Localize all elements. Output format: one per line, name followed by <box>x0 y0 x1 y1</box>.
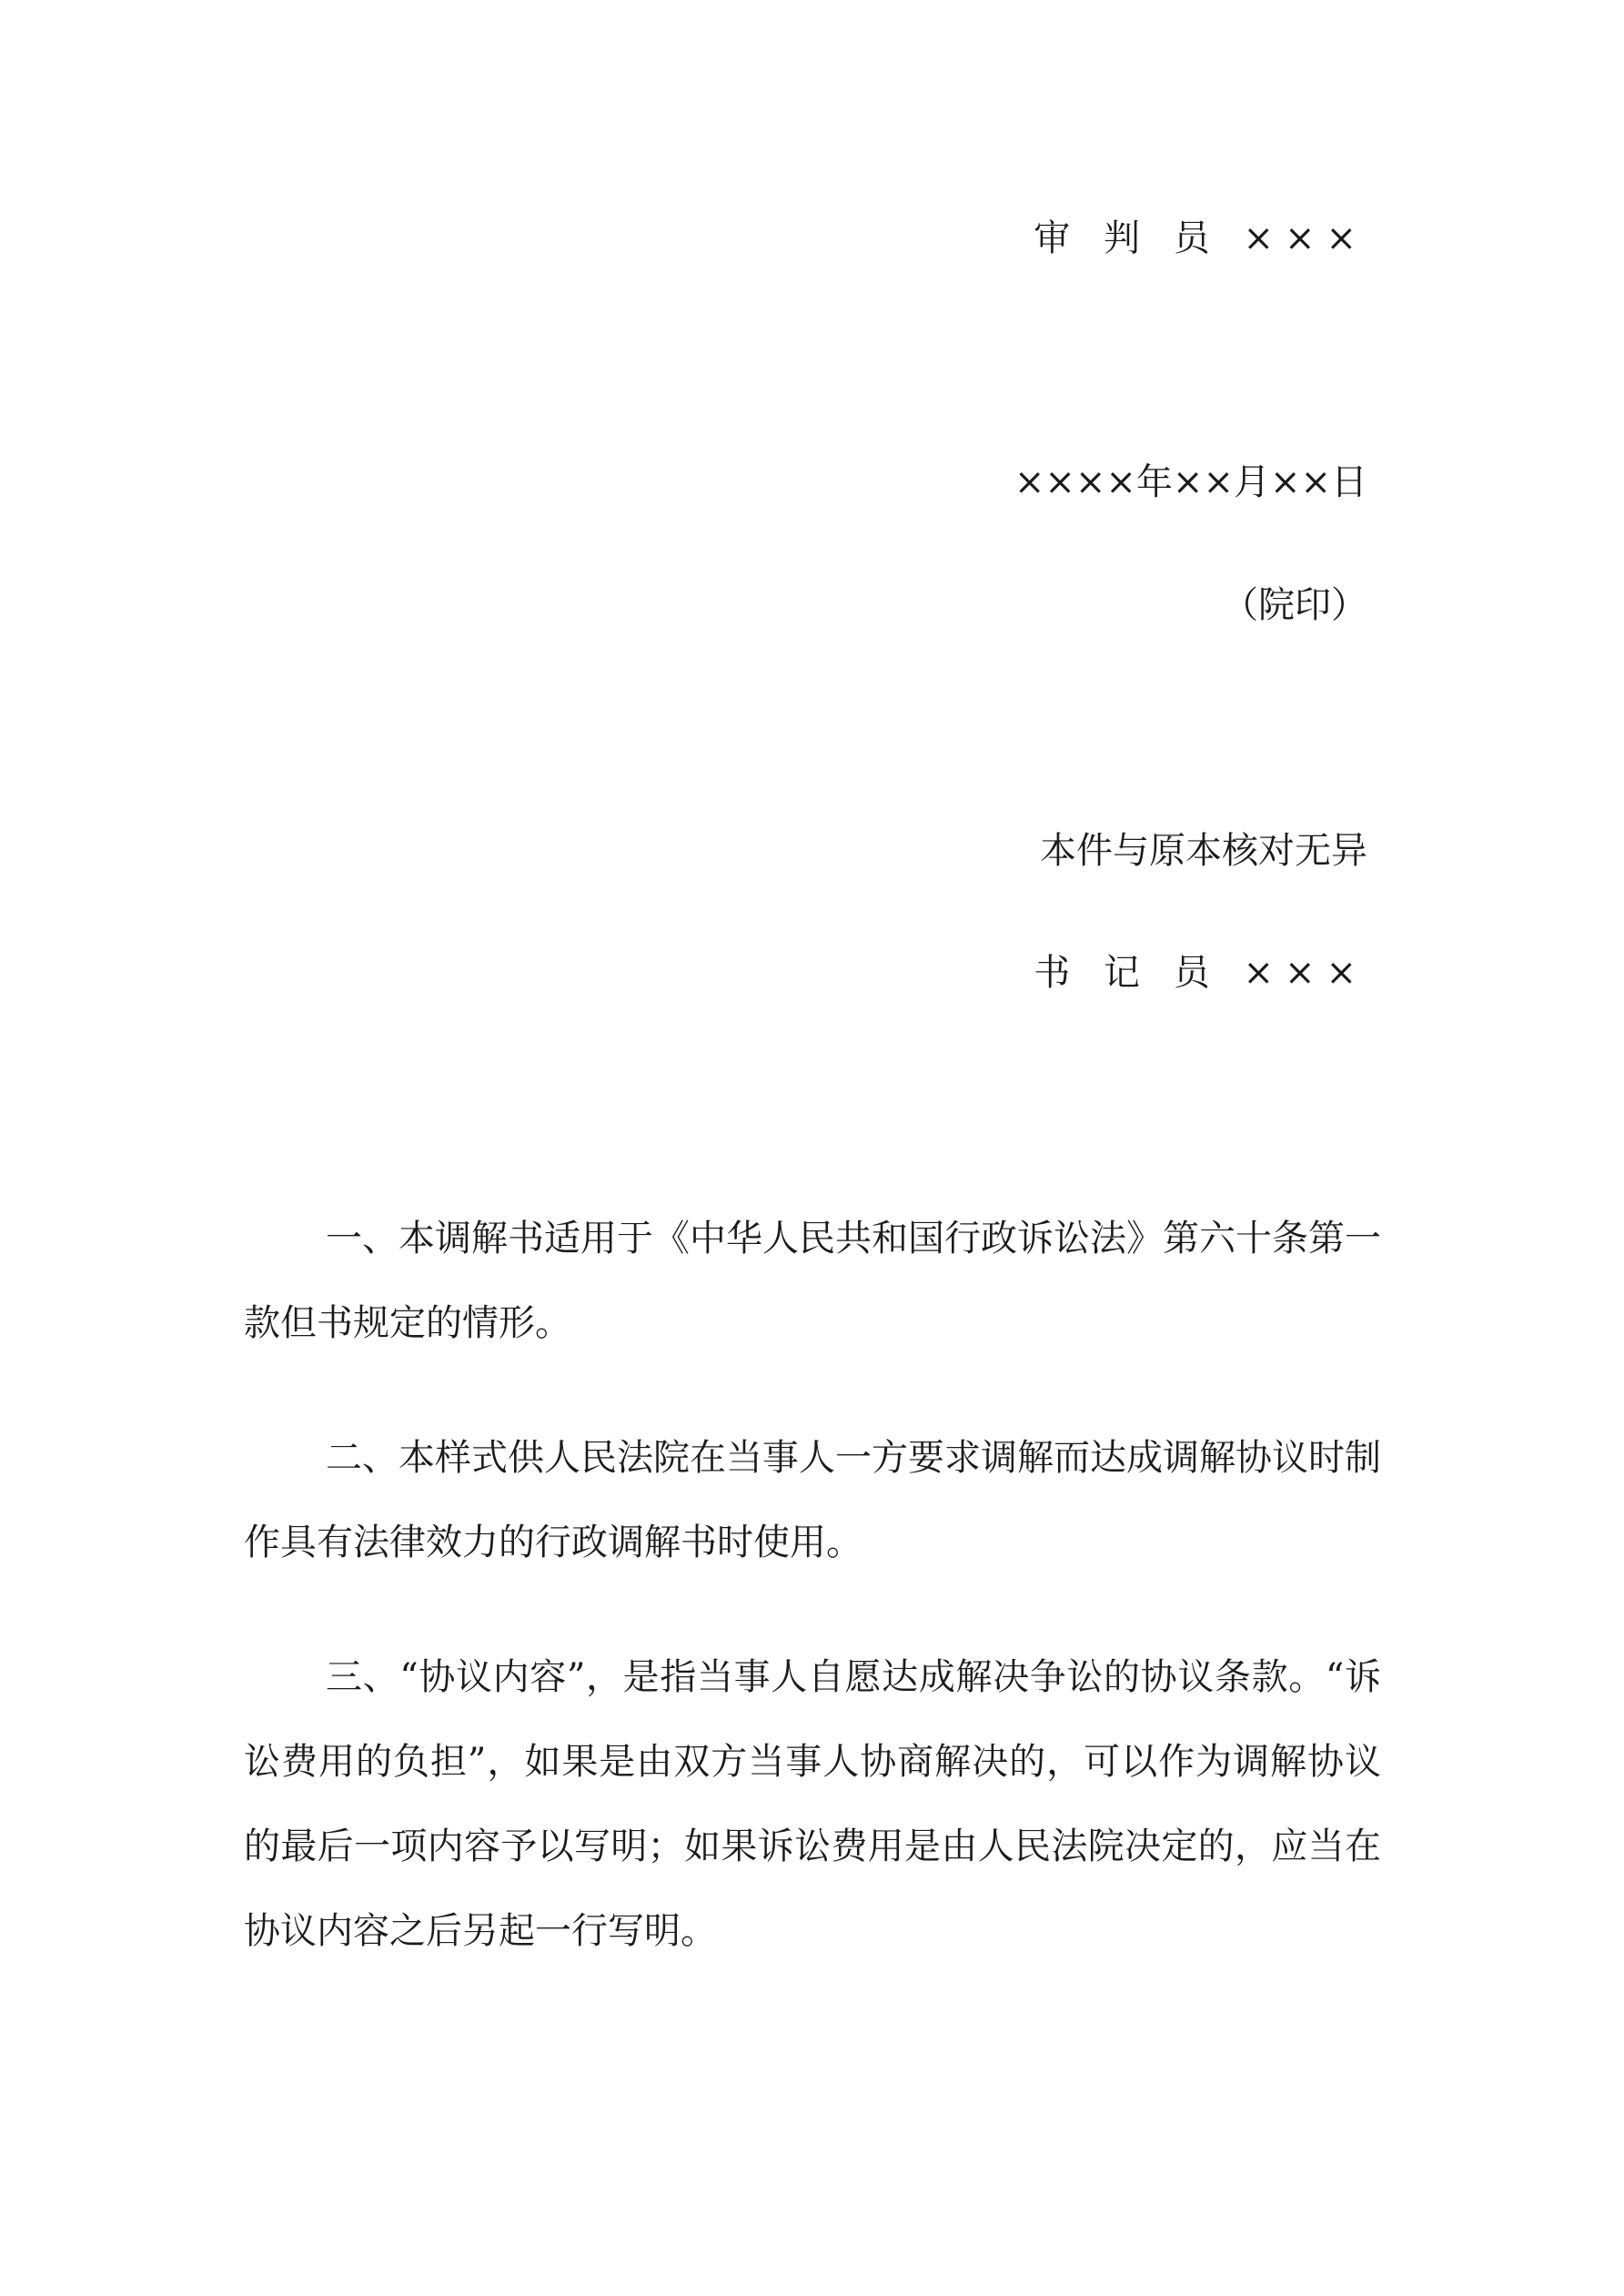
note-paragraph-2: 二、本样式供人民法院在当事人一方要求调解而达成调解协议时制作具有法律效力的行政调解书时使用。 <box>244 1437 1381 1563</box>
document-date: ××××年××月××日 <box>1014 461 1367 503</box>
explanatory-notes <box>244 1197 1381 2024</box>
clerk-signature: 书 记 员 ××× <box>1034 952 1367 994</box>
certification-statement: 本件与原本核对无异 <box>1040 830 1367 872</box>
court-seal-placeholder: （院印） <box>1222 584 1367 626</box>
note-paragraph-3: 三、“协议内容”，是指当事人自愿达成解决争讼的协议条款。“诉讼费用的负担”，如果是由双方当事人协商解决的，可以作为调解协议的最后一项内容予以写明；如果诉讼费用是由人民法院决定的，应当在协议内容之后另起一行写明。 <box>244 1656 1381 1952</box>
note-paragraph-1: 一、本调解书适用于《中华人民共和国行政诉讼法》第六十条第一款但书规定的情形。 <box>244 1218 1381 1344</box>
judge-signature: 审 判 员 ××× <box>1034 217 1367 259</box>
